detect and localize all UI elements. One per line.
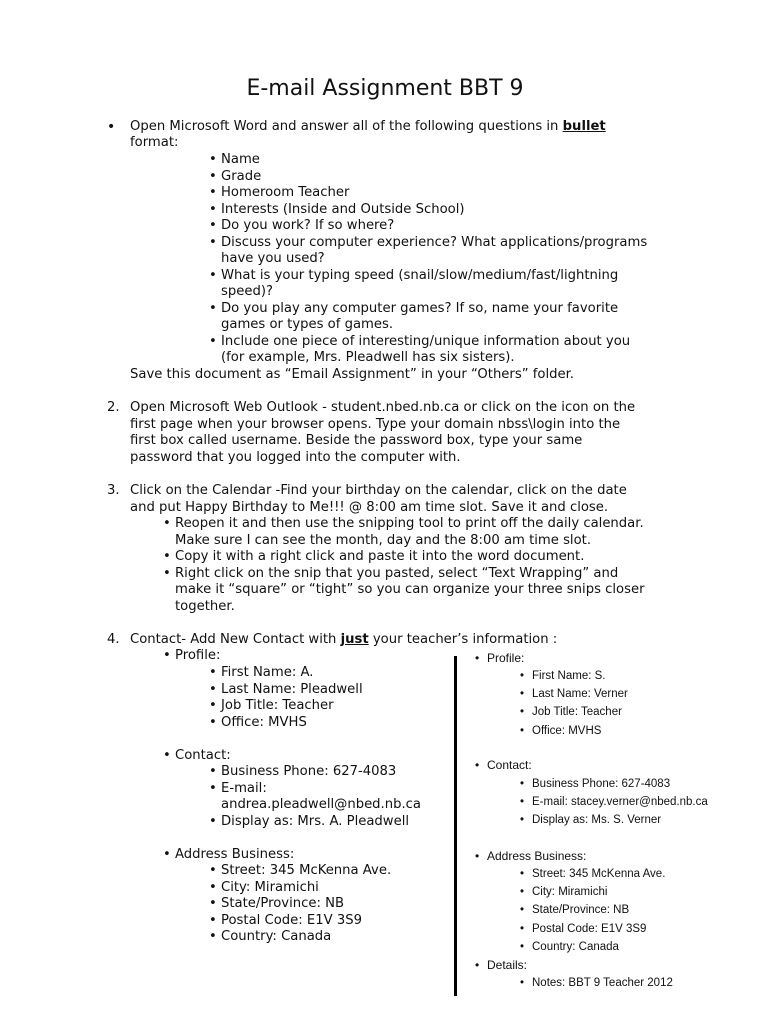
left-email-value: andrea.pleadwell@nbed.nb.ca — [221, 797, 422, 812]
right-address-item: • Country: Canada — [532, 939, 619, 956]
left-address-item: • City: Miramichi — [221, 880, 319, 897]
right-contact-label: • Contact: — [487, 757, 532, 774]
question-item: • Grade — [221, 169, 261, 186]
step2-line: first page when your browser opens. Type your domain nbss\login into the — [130, 416, 621, 432]
left-display: • Display as: Mrs. A. Pleadwell — [221, 814, 409, 831]
question-item: • Name — [221, 152, 260, 169]
right-details-label: • Details: — [487, 957, 527, 974]
question-item: • Do you play any computer games? If so, name your favorite — [221, 301, 618, 318]
step3-bullet: • Copy it with a right click and paste it into the word document. — [175, 549, 584, 566]
right-address-item: • Street: 345 McKenna Ave. — [532, 866, 665, 883]
step1-bullet: • — [107, 119, 116, 135]
question-item: • What is your typing speed (snail/slow/medium/fast/lightning — [221, 268, 618, 285]
question-item-continuation: speed)? — [221, 284, 273, 299]
left-address-item: • Postal Code: E1V 3S9 — [221, 913, 362, 930]
right-profile-item: • Last Name: Verner — [532, 686, 628, 703]
right-contact-item: • E-mail: stacey.verner@nbed.nb.ca — [532, 794, 708, 811]
right-address-label: • Address Business: — [487, 848, 586, 865]
save-instruction: Save this document as “Email Assignment” in your “Others” folder. — [130, 367, 574, 382]
step3-bullet: • Right click on the snip that you pasted, select “Text Wrapping” and — [175, 566, 618, 583]
question-item: • Do you work? If so where? — [221, 218, 394, 235]
question-item-continuation: have you used? — [221, 251, 325, 266]
just-emphasis: just — [340, 632, 369, 647]
left-address-item: • Country: Canada — [221, 929, 331, 946]
step3-bullet-continuation: together. — [175, 598, 235, 614]
right-contact-item: • Business Phone: 627-4083 — [532, 776, 670, 793]
right-address-item: • State/Province: NB — [532, 902, 629, 919]
question-item: • Interests (Inside and Outside School) — [221, 202, 465, 219]
left-profile-item: • Job Title: Teacher — [221, 698, 334, 715]
left-profile-item: • First Name: A. — [221, 665, 313, 682]
step2-line: first box called username. Beside the password box, type your same — [130, 433, 583, 448]
left-contact-label: • Contact: — [175, 748, 231, 765]
left-profile-item: • Office: MVHS — [221, 715, 307, 732]
left-profile-label: • Profile: — [175, 648, 220, 665]
bullet-emphasis: bullet — [562, 119, 606, 134]
step4-heading: Contact- Add New Contact with just your teacher’s information : — [130, 632, 558, 647]
left-profile-item: • Last Name: Pleadwell — [221, 682, 363, 699]
step3-bullet-continuation: Make sure I can see the month, day and the 8:00 am time slot. — [175, 532, 592, 548]
right-contact-item: • Display as: Ms. S. Verner — [532, 812, 661, 829]
right-address-item: • Postal Code: E1V 3S9 — [532, 921, 646, 938]
page-title: E-mail Assignment BBT 9 — [246, 76, 524, 101]
question-item-continuation: (for example, Mrs. Pleadwell has six sisters). — [221, 350, 515, 365]
step3-line: and put Happy Birthday to Me!!! @ 8:00 am time slot. Save it and close. — [130, 499, 609, 515]
question-item: • Homeroom Teacher — [221, 185, 349, 202]
right-details-item: • Notes: BBT 9 Teacher 2012 — [532, 975, 673, 992]
right-profile-item: • Job Title: Teacher — [532, 704, 622, 721]
question-item: • Include one piece of interesting/unique information about you — [221, 334, 630, 351]
right-profile-item: • First Name: S. — [532, 668, 605, 685]
left-address-item: • State/Province: NB — [221, 896, 344, 913]
step3-number: 3. — [107, 483, 120, 498]
left-email-label: • E-mail: — [221, 781, 267, 798]
right-profile-item: • Office: MVHS — [532, 723, 601, 740]
right-profile-label: • Profile: — [487, 650, 524, 667]
step3-line: Click on the Calendar -Find your birthday on the calendar, click on the date — [130, 483, 627, 498]
question-item: • Discuss your computer experience? What applications/programs — [221, 235, 647, 252]
left-address-label: • Address Business: — [175, 847, 294, 864]
column-divider — [454, 656, 457, 996]
step1-line1: Open Microsoft Word and answer all of the following questions in bullet — [130, 119, 606, 134]
step3-bullet: • Reopen it and then use the snipping tool to print off the daily calendar. — [175, 516, 644, 533]
step2-number: 2. — [107, 400, 120, 415]
step2-line: Open Microsoft Web Outlook - student.nbed.nb.ca or click on the icon on the — [130, 400, 636, 415]
step4-number: 4. — [107, 632, 120, 647]
step1-line2: format: — [130, 135, 179, 150]
step2-line: password that you logged into the computer with. — [130, 449, 461, 465]
step3-bullet-continuation: make it “square” or “tight” so you can organize your three snips closer — [175, 582, 645, 597]
question-item-continuation: games or types of games. — [221, 317, 394, 332]
left-address-item: • Street: 345 McKenna Ave. — [221, 863, 391, 880]
right-address-item: • City: Miramichi — [532, 884, 607, 901]
left-phone: • Business Phone: 627-4083 — [221, 764, 396, 781]
